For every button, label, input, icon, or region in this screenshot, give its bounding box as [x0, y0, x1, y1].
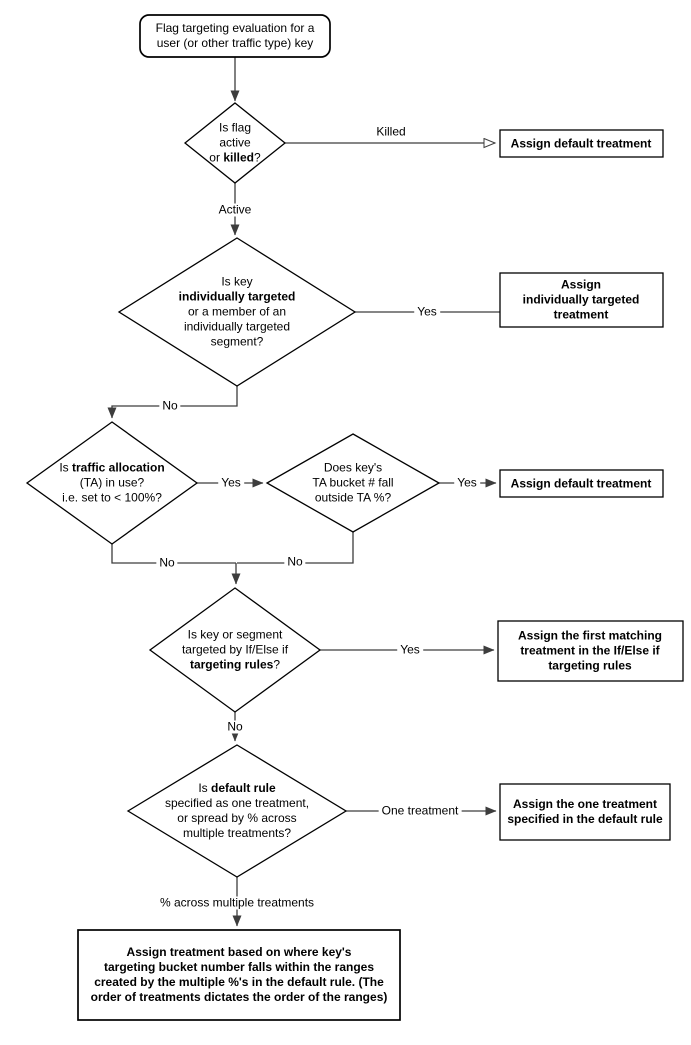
edge-label-targeting-rules-yes: Yes — [397, 644, 423, 657]
edge-label-targeting-rules-no: No — [224, 721, 245, 734]
edge-label-individually-targeted-yes: Yes — [414, 306, 440, 319]
edge-label-individually-targeted-no: No — [159, 400, 180, 413]
edge-label-killed: Killed — [373, 126, 408, 139]
edge-label-ta-bucket-yes: Yes — [454, 477, 480, 490]
assign-default-2-label: Assign default treatment — [510, 476, 652, 491]
assign-first-matching-label: Assign the first matching treatment in the If/Else if targeting rules — [517, 628, 663, 673]
edge-label-active: Active — [216, 204, 255, 217]
edge-label-ta-bucket-no: No — [284, 556, 305, 569]
decision-targeting-rules-label: Is key or segment targeted by If/Else if targeting rules? — [181, 627, 289, 672]
decision-individually-targeted-label: Is key individually targeted or a member of an individually targeted segment? — [178, 274, 296, 349]
assign-individually-targeted-label: Assign individually targeted treatment — [522, 277, 640, 322]
edge-label-pct-across: % across multiple treatments — [157, 897, 317, 910]
edge-label-ta-in-use-yes: Yes — [218, 477, 244, 490]
decision-default-rule-label: Is default rule specified as one treatment, or spread by % across multiple treatments? — [164, 781, 310, 840]
start-node-label: Flag targeting evaluation for a user (or other traffic type) key — [155, 21, 315, 50]
assign-default-1-label: Assign default treatment — [510, 136, 652, 151]
decision-ta-in-use-label: Is traffic allocation (TA) in use? i.e. set to < 100%? — [59, 460, 165, 505]
edge-label-ta-in-use-no: No — [156, 557, 177, 570]
edge-label-one-treatment: One treatment — [379, 805, 462, 818]
assign-treatment-ranges-label: Assign treatment based on where key's targeting bucket number falls within the ranges created by the multiple %'s in the default rule. (The order of treatments dictates the order of the ranges) — [90, 945, 388, 1004]
assign-one-treatment-label: Assign the one treatment specified in the default rule — [507, 797, 663, 826]
decision-ta-bucket-label: Does key's TA bucket # fall outside TA %? — [312, 460, 394, 505]
decision-flag-active-label: Is flag active or killed? — [209, 120, 261, 165]
